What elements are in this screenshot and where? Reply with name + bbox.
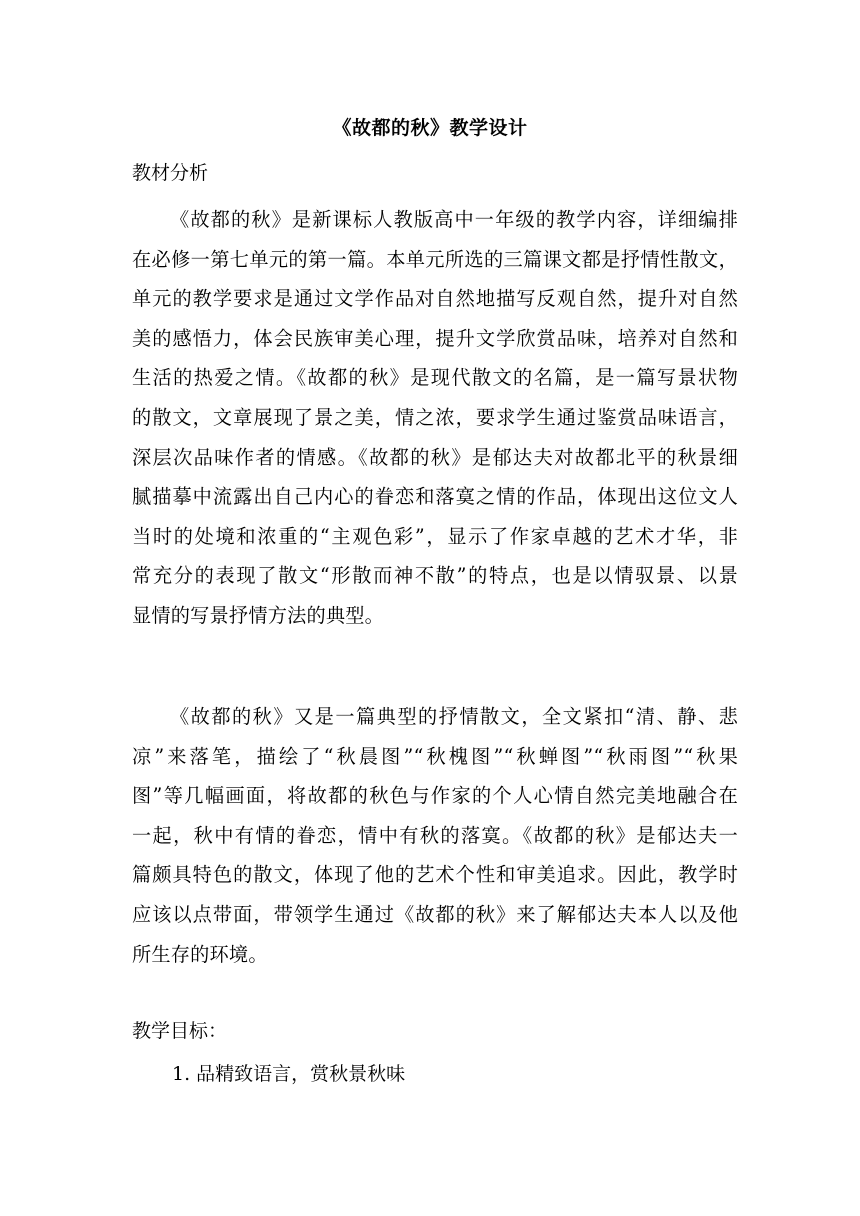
section-heading-objectives: 教学目标： — [132, 1020, 228, 1042]
paragraph-line: 单元的教学要求是通过文学作品对自然地描写反观自然，提升对自然 — [132, 287, 738, 311]
objective-item-1: 1. 品精致语言，赏秋景秋味 — [172, 1063, 406, 1085]
paragraph-line: 篇颇具特色的散文，体现了他的艺术个性和审美追求。因此，教学时 — [132, 863, 738, 887]
paragraph-line: 一起，秋中有情的眷恋，情中有秋的落寞。《故都的秋》是郁达夫一 — [132, 823, 738, 847]
paragraph-line: 深层次品味作者的情感。《故都的秋》是郁达夫对故都北平的秋景细 — [132, 445, 738, 469]
document-title: 《故都的秋》教学设计 — [332, 117, 528, 139]
paragraph-line: 图”等几幅画面，将故都的秋色与作家的个人心情自然完美地融合在 — [132, 784, 738, 808]
paragraph-line: 凉”来落笔，描绘了“秋晨图”“秋槐图”“秋蝉图”“秋雨图”“秋果 — [132, 744, 738, 768]
paragraph-line: 所生存的环境。 — [132, 942, 268, 966]
paragraph-analysis-2 — [132, 697, 738, 974]
paragraph-line: 美的感悟力，体会民族审美心理，提升文学欣赏品味，培养对自然和 — [132, 326, 738, 350]
section-heading-analysis: 教材分析 — [132, 162, 209, 184]
paragraph-line: 显情的写景抒情方法的典型。 — [132, 603, 385, 627]
paragraph-line: 当时的处境和浓重的“主观色彩”，显示了作家卓越的艺术才华，非 — [132, 524, 738, 548]
paragraph-line: 生活的热爱之情。《故都的秋》是现代散文的名篇，是一篇写景状物 — [132, 366, 738, 390]
paragraph-line: 的散文，文章展现了景之美，情之浓，要求学生通过鉴赏品味语言， — [132, 405, 738, 429]
paragraph-line: 《故都的秋》是新课标人教版高中一年级的教学内容，详细编排 — [170, 208, 738, 231]
paragraph-line: 常充分的表现了散文“形散而神不散”的特点，也是以情驭景、以景 — [132, 564, 738, 588]
paragraph-analysis-1 — [132, 200, 738, 636]
paragraph-line: 腻描摹中流露出自己内心的眷恋和落寞之情的作品，体现出这位文人 — [132, 485, 738, 509]
paragraph-line: 《故都的秋》又是一篇典型的抒情散文，全文紧扣“清、静、悲 — [170, 705, 738, 728]
paragraph-line: 在必修一第七单元的第一篇。本单元所选的三篇课文都是抒情性散文， — [132, 247, 738, 271]
paragraph-line: 应该以点带面，带领学生通过《故都的秋》来了解郁达夫本人以及他 — [132, 902, 738, 926]
